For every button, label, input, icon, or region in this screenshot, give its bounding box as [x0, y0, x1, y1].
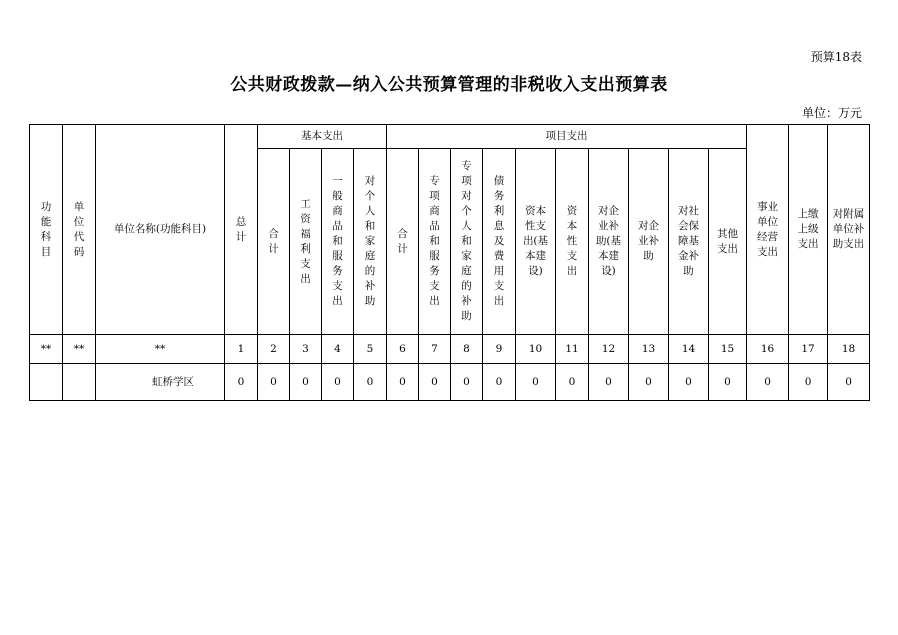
form-number: 预算18表	[810, 50, 862, 64]
index-cell: 10	[516, 335, 556, 364]
header-project-enterprise: 对企 业补 助	[629, 149, 669, 335]
unit-code-cell	[63, 364, 96, 401]
unit-name-cell: 虹桥学区	[96, 364, 225, 401]
index-cell: **	[96, 335, 225, 364]
value-cell: 0	[322, 364, 354, 401]
page-title: 公共财政拨款—纳入公共预算管理的非税收入支出预算表	[230, 75, 668, 95]
index-cell: 3	[290, 335, 322, 364]
value-cell: 0	[589, 364, 629, 401]
index-cell: 4	[322, 335, 354, 364]
index-cell: **	[63, 335, 96, 364]
header-business-unit: 事业 单位 经营 支出	[747, 125, 789, 335]
value-cell: 0	[451, 364, 483, 401]
value-cell: 0	[419, 364, 451, 401]
header-basic-group: 基本支出	[258, 125, 387, 149]
index-cell: 18	[828, 335, 870, 364]
header-project-capital: 资 本 性 支 出	[556, 149, 589, 335]
index-cell: 13	[629, 335, 669, 364]
header-project-capital-construction: 资本 性支 出(基 本建 设)	[516, 149, 556, 335]
index-cell: **	[30, 335, 63, 364]
index-cell: 7	[419, 335, 451, 364]
header-project-subsidy: 专 项 对 个 人 和 家 庭 的 补 助	[451, 149, 483, 335]
header-basic-subsidy: 对 个 人 和 家 庭 的 补 助	[354, 149, 387, 335]
header-total: 总 计	[225, 125, 258, 335]
index-cell: 1	[225, 335, 258, 364]
index-cell: 16	[747, 335, 789, 364]
value-cell: 0	[258, 364, 290, 401]
value-cell: 0	[709, 364, 747, 401]
index-cell: 2	[258, 335, 290, 364]
value-cell: 0	[556, 364, 589, 401]
index-cell: 17	[789, 335, 828, 364]
index-cell: 14	[669, 335, 709, 364]
header-unit-name: 单位名称(功能科目)	[96, 125, 225, 335]
header-func-subject: 功 能 科 目	[30, 125, 63, 335]
index-row	[30, 335, 870, 364]
header-project-other: 其他 支出	[709, 149, 747, 335]
header-project-debt: 债 务 利 息 及 费 用 支 出	[483, 149, 516, 335]
value-cell: 0	[828, 364, 870, 401]
value-cell: 0	[387, 364, 419, 401]
table-row	[30, 364, 870, 401]
header-basic-goods: 一 般 商 品 和 服 务 支 出	[322, 149, 354, 335]
value-cell: 0	[354, 364, 387, 401]
header-project-enterprise-construction: 对企 业补 助(基 本建 设)	[589, 149, 629, 335]
value-cell: 0	[290, 364, 322, 401]
value-cell: 0	[629, 364, 669, 401]
budget-table	[29, 124, 870, 401]
header-project-total: 合 计	[387, 149, 419, 335]
header-project-group: 项目支出	[387, 125, 747, 149]
header-subsidiary: 对附属 单位补 助支出	[828, 125, 870, 335]
index-cell: 6	[387, 335, 419, 364]
value-cell: 0	[669, 364, 709, 401]
index-cell: 5	[354, 335, 387, 364]
header-upper-level: 上缴 上级 支出	[789, 125, 828, 335]
header-basic-wages: 工 资 福 利 支 出	[290, 149, 322, 335]
value-cell: 0	[747, 364, 789, 401]
unit-label: 单位：万元	[801, 106, 862, 120]
index-cell: 11	[556, 335, 589, 364]
index-cell: 8	[451, 335, 483, 364]
header-project-goods: 专 项 商 品 和 服 务 支 出	[419, 149, 451, 335]
header-unit-code: 单 位 代 码	[63, 125, 96, 335]
value-cell: 0	[789, 364, 828, 401]
value-cell: 0	[225, 364, 258, 401]
index-cell: 12	[589, 335, 629, 364]
func-subject-cell	[30, 364, 63, 401]
value-cell: 0	[516, 364, 556, 401]
header-basic-total: 合 计	[258, 149, 290, 335]
value-cell: 0	[483, 364, 516, 401]
index-cell: 9	[483, 335, 516, 364]
header-project-social-security: 对社 会保 障基 金补 助	[669, 149, 709, 335]
index-cell: 15	[709, 335, 747, 364]
